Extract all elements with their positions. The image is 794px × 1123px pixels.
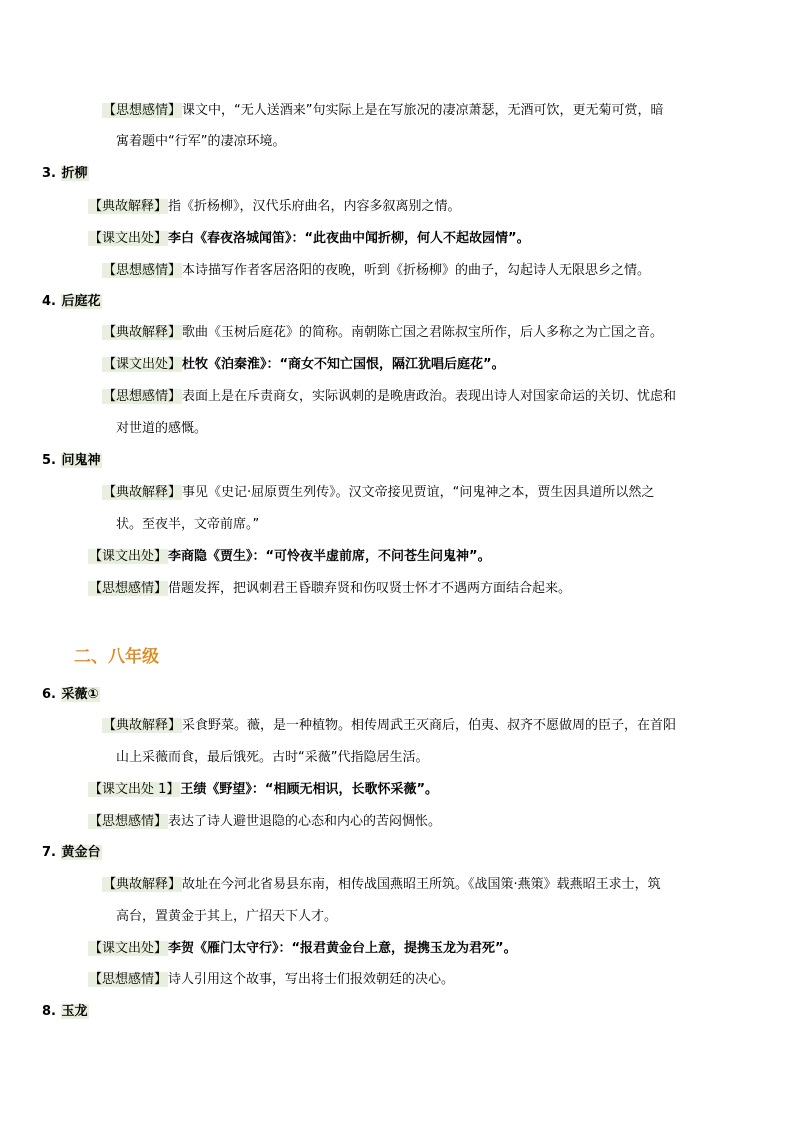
source-line [88,780,438,800]
allusion-text: 故址在今河北省易县东南，相传战国燕昭王所筑。《战国策·燕策》载燕昭王求士，筑 [182,877,661,892]
feeling-tag: 【思想感情】 [103,263,182,278]
source-line [88,939,517,959]
feeling-tag: 【思想感情】 [89,972,168,987]
allusion-line [102,716,676,736]
feeling-line [102,101,664,121]
item-heading [42,685,100,705]
item-heading [42,451,102,471]
allusion-text: 采食野菜。薇，是一种植物。相传周武王灭商后，伯夷、叔齐不愿做周的臣子，在首阳 [182,718,677,733]
feeling-line-cont: 对世道的感慨。 [116,421,208,436]
feeling-text: 表面上是在斥责商女，实际讽刺的是晚唐政治。表现出诗人对国家命运的关切、忧虑和 [182,389,677,404]
item-heading [42,1002,89,1022]
item-number: 5. [42,453,56,468]
allusion-line-cont: 状。至夜半，文帝前席。” [116,517,260,532]
item-heading [42,164,89,184]
feeling-text: 诗人引用这个故事，写出将士们报效朝廷的决心。 [168,972,455,987]
source-text: 李商隐《贾生》：“可怜夜半虚前席，不问苍生问鬼神”。 [168,549,491,564]
item-number: 8. [42,1004,56,1019]
source-tag: 【课文出处】 [103,357,182,372]
allusion-line [102,875,661,895]
feeling-text: 借题发挥，把讽刺君王昏聩弃贤和伤叹贤士怀才不遇两方面结合起来。 [168,581,572,596]
section-heading: 二、八年级 [74,647,159,667]
allusion-tag: 【典故解释】 [103,485,182,500]
source-line [88,547,491,567]
item-number: 4. [42,294,56,309]
item-title: 玉龙 [61,1004,88,1019]
source-text: 王绩《野望》：“相顾无相识，长歌怀采薇”。 [180,782,438,797]
feeling-line [88,579,571,599]
allusion-tag: 【典故解释】 [103,877,182,892]
source-tag: 【课文出处】 [89,549,168,564]
feeling-line-cont: 寓着题中“行军”的凄凉环境。 [116,134,286,149]
feeling-tag: 【思想感情】 [103,103,182,118]
allusion-line [102,323,663,343]
item-number: 3. [42,166,56,181]
allusion-tag: 【典故解释】 [103,718,182,733]
item-heading [42,292,102,312]
allusion-text: 事见《史记·屈原贾生列传》。汉文帝接见贾谊，“问鬼神之本，贾生因具道所以然之 [182,485,655,500]
feeling-line [102,387,676,407]
allusion-line-cont: 高台，置黄金于其上，广招天下人才。 [116,909,338,924]
item-heading [42,843,102,863]
feeling-text: 表达了诗人避世退隐的心态和内心的苦闷惆怅。 [168,814,442,829]
allusion-tag: 【典故解释】 [89,199,168,214]
item-title: 采薇① [61,687,99,702]
allusion-tag: 【典故解释】 [103,325,182,340]
feeling-text: 本诗描写作者客居洛阳的夜晚，听到《折杨柳》的曲子，勾起诗人无限思乡之情。 [182,263,651,278]
feeling-line [102,261,650,281]
feeling-line [88,812,441,832]
source-tag: 【课文出处 1】 [89,782,180,797]
source-text: 李贺《雁门太守行》：“报君黄金台上意，提携玉龙为君死”。 [168,941,517,956]
source-tag: 【课文出处】 [89,231,168,246]
item-title: 问鬼神 [61,453,101,468]
source-text: 李白《春夜洛城闻笛》：“此夜曲中闻折柳，何人不起故园情”。 [168,231,530,246]
allusion-line [88,197,461,217]
item-title: 折柳 [61,166,88,181]
item-number: 7. [42,845,56,860]
item-title: 黄金台 [61,845,101,860]
allusion-line-cont: 山上采薇而食，最后饿死。古时“采薇”代指隐居生活。 [116,750,429,765]
item-title: 后庭花 [61,294,101,309]
item-number: 6. [42,687,56,702]
source-line [102,355,505,375]
feeling-line [88,970,454,990]
allusion-text: 歌曲《玉树后庭花》的简称。南朝陈亡国之君陈叔宝所作，后人多称之为亡国之音。 [182,325,664,340]
allusion-text: 指《折杨柳》，汉代乐府曲名，内容多叙离别之情。 [168,199,461,214]
allusion-line [102,483,654,503]
feeling-text: 课文中，“无人送酒来”句实际上是在写旅况的凄凉萧瑟，无酒可饮，更无菊可赏，暗 [182,103,664,118]
feeling-tag: 【思想感情】 [103,389,182,404]
source-line [88,229,530,249]
source-tag: 【课文出处】 [89,941,168,956]
feeling-tag: 【思想感情】 [89,814,168,829]
feeling-tag: 【思想感情】 [89,581,168,596]
source-text: 杜牧《泊秦淮》：“商女不知亡国恨，隔江犹唱后庭花”。 [182,357,505,372]
